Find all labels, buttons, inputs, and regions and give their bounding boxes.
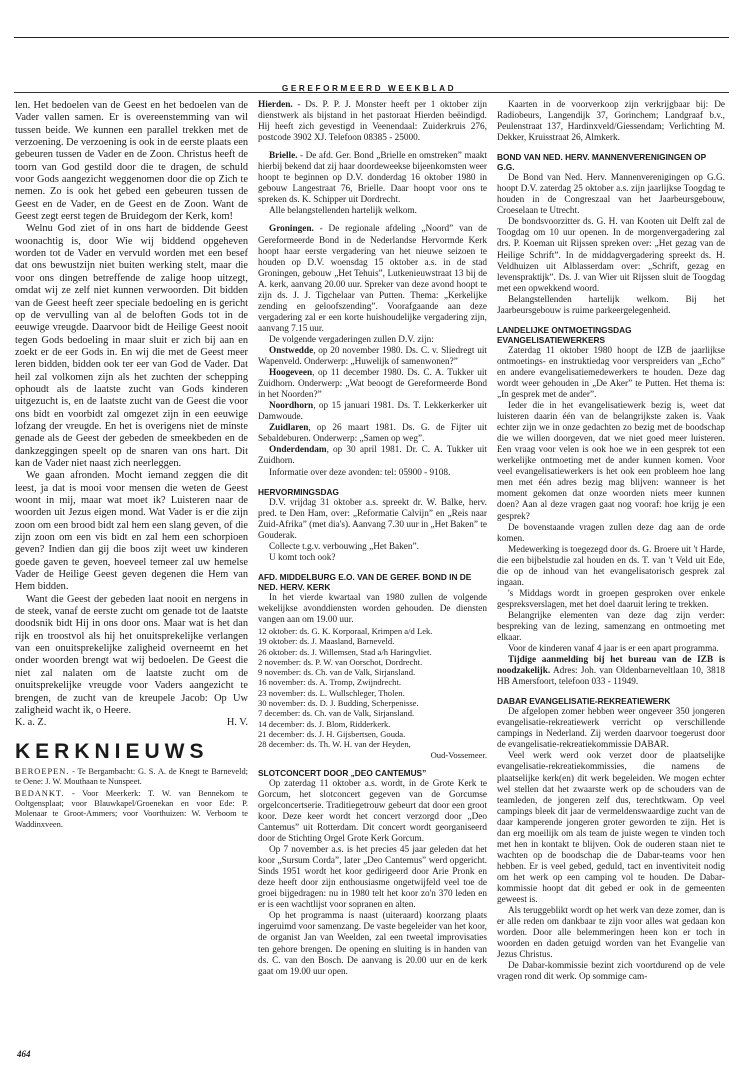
place-name: Hoogeveen <box>269 368 313 379</box>
kerknieuws-title: KERKNIEUWS <box>15 739 209 763</box>
schedule-row: 14 december: ds. J. Blom, Ridderkerk. <box>258 718 391 729</box>
column-3 <box>497 100 725 1055</box>
article-paragraph: Kaarten in de voorverkoop zijn verkrijgbaar bij: De Radiobeurs, Langendijk 37, Gorinchem; Landgraaf b.v., Peulenstraat 137, Hardinxveld/Giessendam; Verlichting M. Dekker, Kruisstraat 26, Almkerk. <box>497 100 725 144</box>
bedankt-text: - Voor Meerkerk: T. W. van Bennekom te Ooltgensplaat; voor Blauwkapel/Groenekan en voor Ede: P. Molenaar te Groot-Ammers; voor Voorthuizen: W. Verboom te Waddinxveen. <box>15 788 248 829</box>
page-header <box>0 78 738 96</box>
article-paragraph: In het vierde kwartaal van 1980 zullen de volgende wekelijkse avonddiensten worden gehouden. De diensten vangen aan om 19.00 uur. <box>258 592 487 625</box>
schedule-row: 21 december: ds. J. H. Gijsbertsen, Gouda. <box>258 728 406 739</box>
schedule-row: 28 december: ds. Th. W. H. van der Heyden, <box>258 739 411 750</box>
news-text: - Ds. P. P. J. Monster heeft per 1 oktober zijn dienstwerk als bijstand in het pastoraat Hierden beëindigd. Hij heeft zich gevestigd in Veenendaal: Zuiderkruis 276, postcode 3902 XJ. Telefoon 08385 - 25000. <box>258 100 487 144</box>
schedule-row: 19 oktober: ds. J. Maasland, Barneveld. <box>258 636 395 647</box>
article-paragraph: Op zaterdag 11 oktober a.s. wordt, in de Grote Kerk te Gorcum, het slotconcert gegeven van de Gorcumse orgelconcertserie. Traditiegetrouw gebeurt dat door een groot koor. Deze keer wordt het concert verzorgd door „Deo Cantemus” uit Rotterdam. Dit concert wordt georganiseerd door de Stichting Orgel Grote Kerk Gorcum. <box>258 778 487 845</box>
section-heading-slotconcert: SLOTCONCERT DOOR „DEO CANTEMUS” <box>258 767 427 778</box>
article-paragraph: Op 7 november a.s. is het precies 45 jaar geleden dat het koor „Sursum Corda”, later „Deo Cantemus” werd opgericht. Sinds 1951 wordt het koor gedirigeerd door Arie Pronk en deze heeft door zijn enthousiasme ongetwijfeld veel toe de groei bijgedragen: nu in 1980 telt het koor zo'n 370 leden en er is een wachtlijst voor sopranen en alten. <box>258 845 487 911</box>
section-heading-middelburg: AFD. MIDDELBURG E.O. VAN DE GEREF. BOND IN DE NED. HERV. KERK <box>258 571 472 592</box>
publication-title: GEREFORMEERD WEEKBLAD <box>281 84 457 93</box>
header-rule <box>14 92 729 93</box>
top-rule <box>14 37 729 38</box>
meeting-item <box>258 368 487 401</box>
meeting-item <box>258 423 487 445</box>
notice-bold: Tijdige aanmelding bij het bureau van de IZB is noodzakelijk. <box>497 655 725 677</box>
signature-author: H. V. <box>226 717 248 729</box>
schedule-row: 7 december: ds. Ch. van de Valk, Sirjansland. <box>258 708 415 719</box>
beroepen-label: BEROEPEN. <box>15 766 70 776</box>
place-name: Hierden. <box>258 100 293 110</box>
meeting-text: , op 11 december 1980. Ds. C. A. Tukker uit Zuidhorn. Onderwerp: „Wat beoogt de Gereformeerde Bond in het Noorden?” <box>258 368 487 401</box>
article-paragraph: Ieder die in het evangelisatiewerk bezig is, weet dat luisteren daarin één van de belangrijkste zaken is. Vaak echter zijn we in onze gedachten zo bezig met de boodschap die we willen doorgeven, dat we niet goed meer luisteren. Een vraag voor velen is ook hoe we in een gesprek tot een werkelijke ontmoeting met de ander kunnen komen. Voor veel evangelisatiewerkers is het ook een probleem hoe lang men met één adres bezig mag blijven: wanneer is het moment gekomen dat onze woorden niets meer kunnen doen? Aan al deze vragen gaat nog vooraf: hoe krijg je een gesprek? <box>497 401 725 522</box>
meeting-item <box>258 346 487 368</box>
article-paragraph: 's Middags wordt in groepen gesproken over enkele gespreksverslagen, met het doel daaruit lering te trekken. <box>497 588 725 610</box>
kerknieuws-bedankt <box>15 789 248 830</box>
section-heading-hervormingsdag: HERVORMINGSDAG <box>258 486 339 497</box>
place-name: Onderdendam <box>269 445 327 456</box>
article-paragraph: De Bond van Ned. Herv. Mannenverenigingen op G.G. hoopt D.V. zaterdag 25 oktober a.s. zijn jaarlijkse Toogdag te houden in de Congreszaal van het Jaarbeursgebouw, Croeselaan te Utrecht. <box>497 173 725 217</box>
article-signature <box>15 717 248 729</box>
article-paragraph: De Dabar-kommissie bezint zich voortdurend op de vele vragen rond dit werk. Op sommige cam- <box>497 961 725 983</box>
meeting-item <box>258 445 487 467</box>
schedule-row: 9 november: ds. Ch. van de Valk, Sirjansland. <box>258 667 416 678</box>
article-paragraph: Op het programma is naast (uiteraard) koorzang plaats ingeruimd voor samenzang. De vaste begeleider van het koor, de organist Jan van Weelden, zal een tweetal improvisaties ten gehore brengen. De opening en sluiting is in handen van ds. C. van den Bosch. De aanvang is 20.00 uur en de kerk gaat om 19.00 uur open. <box>258 911 487 977</box>
beroepen-text: - Te Bergambacht: G. S. A. de Knegt te Barneveld; te Oene: J. W. Mouthaan te Nunspeet. <box>15 766 248 786</box>
article-paragraph: Zaterdag 11 oktober 1980 hoopt de IZB de jaarlijkse ontmoetings- en instruktiedag voor verspreiders van „Echo” en andere evangelisatiemedewerkers te houden. Deze dag wordt weer gehouden in „De Aker” te Putten. Het thema is: „In gesprek met de ander”. <box>497 345 725 400</box>
article-paragraph: Als teruggeblikt wordt op het werk van deze zomer, dan is er alle reden om dankbaar te zijn voor alles wat gedaan kon worden. Door alle belemmeringen heen kon er toch in woorden en daden getuigd worden van het Evangelie van Jezus Christus. <box>497 906 725 961</box>
article-paragraph: Veel werk werd ook verzet door de plaatselijke evangelisatie-rekreatiekommissies, die namens de plaatselijke kerk(en) dit werk begeleiden. We mogen echter wel stellen dat het zwaarste werk op de schouders van de teamleden, de jongeren zelf dus, terechtkwam. Op veel campings bleek dit jaar de vermeldenswaardige zucht van de daar kamperende jongeren groter geworden te zijn. Het is dan erg moeilijk om als team de juiste wegen te vinden toch met hen in kontakt te blijven. Ook de ouderen staan niet te wachten op de boodschap die de Dabar-teams voor hen hebben. Er is veel gebed, geduld, tact en inventiviteit nodig om het werk op een camping vol te houden. De Dabar-kommissie hoopt dat dit gebed er ook in de gemeenten geweest is. <box>497 751 725 906</box>
article-paragraph: Belangrijke elementen van deze dag zijn verder: bespreking van de lezing, samenzang en ontmoeting met elkaar. <box>497 610 725 644</box>
schedule-row: 16 november: ds. A. Tromp, Zwijndrecht. <box>258 677 401 688</box>
schedule-row: 2 november: ds. P. W. van Oorschot, Dordrecht. <box>258 656 423 667</box>
notice-address: Adres: Joh. van Oldenbarneveltlaan 10, 3818 HB Amersfoort, telefoon 033 - 11949. <box>497 666 725 688</box>
kerknieuws-beroepen <box>15 767 248 787</box>
news-text: De volgende vergaderingen zullen D.V. zijn: <box>269 334 434 345</box>
registration-notice <box>497 655 725 688</box>
column-2 <box>258 100 487 1055</box>
section-heading-dabar: DABAR EVANGELISATIE-REKREATIEWERK <box>497 696 671 707</box>
article-paragraph: Welnu God ziet of in ons hart de biddende Geest woonachtig is, door Wie wij biddend opgeheven worden tot de Vader en vervuld worden met een besef dat ons bewustzijn niet buiten werking stelt, maar die voor ons dingen betreffende de zalige hoop uitzegt, omdat wij ze zelf niet kunnen verwoorden. Dit bidden van de Geest heeft zeer speciale bedoeling en is gericht op de vervulling van al de beloften Gods tot in de eeuwige vreugde. Daarvoor bidt de Heilige Geest nooit tegen Gods bedoeling in maar sluit er zich bij aan en zoekt er de eer Gods in. En wij die met de Geest meer leren bidden, bidden ook ter eer van God de Vader. Dat heil zal volkomen zijn als het zuchten der schepping ophoudt als de laatste zucht van Gods kinderen uitgezucht is, en de laatste zucht van de Geest die voor ons bidt en voorbidt zal omgezet zijn in een eeuwige lofzang der vreugde. En het is overigens niet de minste genade als de Geest der gebeden de smeekbeden en de dankzeggingen speelt op de snaren van ons hart. Dit kan de Vader niet naast zich neerleggen. <box>15 223 248 469</box>
schedule-row: 12 oktober: ds. G. K. Korporaal, Krimpen a/d Lek. <box>258 625 433 636</box>
signature-initials: K. a. Z. <box>15 717 47 729</box>
meeting-item <box>258 401 487 423</box>
info-line: Informatie over deze avonden: tel: 05900 - 9108. <box>269 467 451 478</box>
section-heading-bond: BOND VAN NED. HERV. MANNENVERENIGINGEN OP G.G. <box>497 152 706 173</box>
meeting-text: , op 15 januari 1981. Ds. T. Lekkerkerker uit Damwoude. <box>258 401 487 423</box>
schedule-row: 23 november: ds. L. Wullschleger, Tholen. <box>258 687 405 698</box>
meeting-text: , op 26 maart 1981. Ds. G. de Fijter uit Sebaldeburen. Onderwerp: „Samen op weg”. <box>258 423 487 445</box>
meeting-text: , op 30 april 1981. Dr. C. A. Tukker uit Zuidhorn. <box>258 445 487 467</box>
news-item-groningen <box>258 224 487 334</box>
article-paragraph: We gaan afronden. Mocht iemand zeggen die dit leest, ja dat is mooi voor mensen die weten de Geest woont in mij, maar wat moet ik? Luisteren naar de woorden uit Jezus eigen mond. Wat Vader is er die zijn zoon om een brood bidt zal hem een slang geven, of die zijn zoon om een vis bidt en zal hem een schorpioen geven? Indien dan gij die boos zijt weet uw kinderen goede gaven te geven, hoeveel temeer zal uw hemelse Vader de Heilige Geest geven degenen die Hem van Hem bidden. <box>15 470 248 593</box>
place-name: Groningen. <box>269 224 314 235</box>
schedule-row: 26 oktober: ds. J. Willemsen, Stad a/h Haringvliet. <box>258 646 432 657</box>
place-name: Noordhorn <box>269 401 314 412</box>
service-schedule <box>258 626 487 760</box>
place-name: Onstwedde <box>269 345 314 356</box>
news-text: - De afd. Ger. Bond „Brielle en omstreken” maakt hierbij bekend dat zij haar doordeweekse bijeenkomsten weer hoopt te beginnen op D.V. donderdag 16 oktober 1980 in gebouw Langestraat 76, Brielle. Daar hoopt voor ons te spreken ds. K. Schipper uit Dordrecht. <box>258 151 487 206</box>
bedankt-label: BEDANKT. <box>15 788 65 798</box>
article-paragraph: len. Het bedoelen van de Geest en het bedoelen van de Vader vallen samen. Er is overeenstemming van wil tussen beide. We kunnen een parallel trekken met de verzoening. De verzoening is ook in de eerste plaats een gebeuren tussen de Vader en de Zoon. Christus heeft de toorn van God gestild door die te dragen, de schuld voor Gods aangezicht weggenomen door die op Zich te nemen. Zo is ook het gebed een gebeuren tussen de Geest en de Vader, en de Geest en de Zoon. Want de Geest zegt eerst tegen de Bruidegom der Kerk, kom! <box>15 100 248 223</box>
meeting-text: , op 20 november 1980. Ds. C. v. Sliedregt uit Wapenveld. Onderwerp: „Huwelijk of samenwonen?” <box>258 345 487 368</box>
news-item-brielle <box>258 151 487 206</box>
article-paragraph: Voor de kinderen vanaf 4 jaar is er een apart programma. <box>508 644 719 655</box>
news-text: - De regionale afdeling „Noord” van de Gereformeerde Bond in de Nederlandse Hervormde Kerk hoopt haar eerste vergadering van het nieuwe seizoen te houden op D.V. woensdag 15 oktober a.s. in de stad Groningen, gebouw „Het Tehuis”, Lutkenieuwstraat 13 bij de A. kerk, aanvang 20.00 uur. Spreker van deze avond hoopt te zijn ds. J. J. Tigchelaar van Putten. Thema: „Kerkelijke zending en geloofszending”. Voorafgaande aan deze vergadering zal er een korte huishoudelijke vergadering zijn, aanvang 7.15 uur. <box>258 224 487 334</box>
article-paragraph: U komt toch ook? <box>269 552 336 563</box>
article-paragraph: De afgelopen zomer hebben weer ongeveer 350 jongeren evangelisatie-rekreatiewerk verricht op verschillende campings in Nederland. Zij werden daarvoor toegerust door de evangelisatie-rekreatiekommissie DABAR. <box>497 707 725 751</box>
schedule-row: 30 november: ds. D. J. Budding, Scherpenisse. <box>258 698 419 709</box>
page-number: 464 <box>17 1049 31 1059</box>
article-paragraph: Collecte t.g.v. verbouwing „Het Baken”. <box>269 541 419 552</box>
place-name: Zuidlaren <box>269 423 309 434</box>
section-heading-landelijke: LANDELIJKE ONTMOETINGSDAG EVANGELISATIEWERKERS <box>497 324 632 345</box>
place-name: Brielle. <box>269 151 298 162</box>
article-paragraph: D.V. vrijdag 31 oktober a.s. spreekt dr. W. Balke, herv. pred. te Den Ham, over: „Reformatie Calvijn” en „Reis naar Zuid-Afrika” (met dia's). Aanvang 7.30 uur in „Het Baken” te Gouderak. <box>258 497 487 541</box>
schedule-row-end: Oud-Vossemeer. <box>430 749 487 760</box>
column-1 <box>15 100 248 1055</box>
article-paragraph: De bondsvoorzitter ds. G. H. van Kooten uit Delft zal de Toogdag om 10 uur openen. In de morgenvergadering zal drs. P. Koeman uit Rijssen spreken over: „Het gezag van de Heilige Schrift”. In de middagvergadering spreekt ds. H. Veldhuizen uit Alblasserdam over: „Schrift, gezag en levenspraktijk”. Ds. J. van Wier uit Rijssen sluit de Toogdag met een opwekkend woord. <box>497 217 725 294</box>
article-paragraph: Medewerking is toegezegd door ds. G. Broere uit 't Harde, die een bijbelstudie zal houden en ds. T. van 't Veld uit Ede, die op de inhoud van het evangelisatorisch gesprek zal ingaan. <box>497 544 725 588</box>
article-paragraph: De bovenstaande vragen zullen deze dag aan de orde komen. <box>497 522 725 544</box>
article-paragraph: Want die Geest der gebeden laat nooit en nergens in de steek, vanaf de eerste zucht om genade tot de laatste doodsnik bidt Hij in ons door ons. Maar wat is het dan rijk en troostvol als hij het onuitsprekelijke verlangen van een onuitsprekelijke zaligheid overneemt en het onder woorden brengt wat wij bedoelen. De Geest die niet zal nalaten om de laatste zucht om de onuitsprekelijke vreugde voor Vaders aangezicht te brengen, de zucht van de kreupele Jacob: Op Uw zaligheid wacht ik, o Heere. <box>15 593 248 716</box>
news-item-hierden <box>258 100 487 144</box>
article-paragraph: Belangstellenden hartelijk welkom. Bij het Jaarbeursgebouw is ruime parkeergelegenheid. <box>497 294 725 316</box>
news-welcome: Alle belangstellenden hartelijk welkom. <box>269 206 417 217</box>
